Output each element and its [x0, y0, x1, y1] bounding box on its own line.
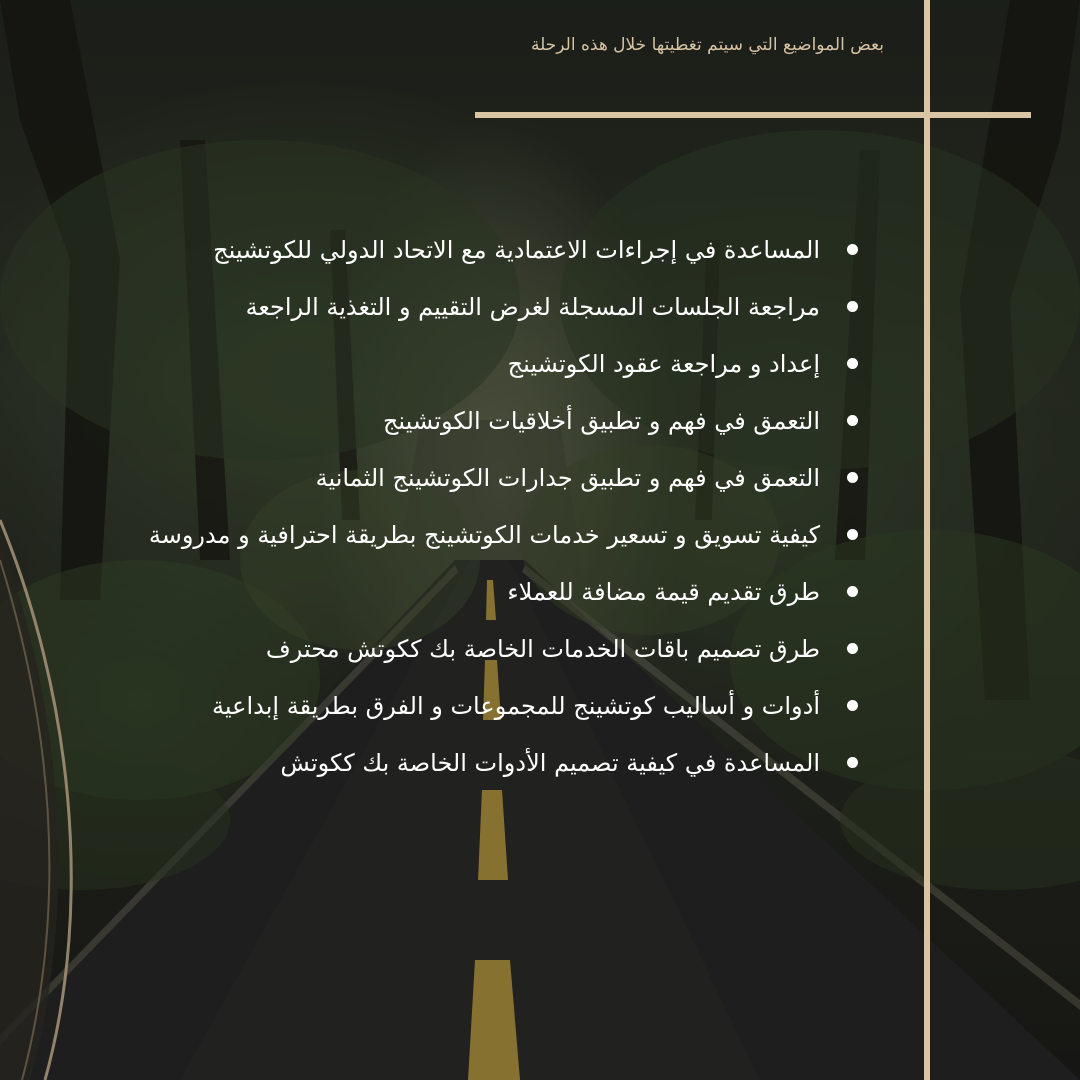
bullet-dot-icon	[847, 358, 858, 369]
topics-list	[38, 222, 866, 792]
bullet-dot-icon	[847, 643, 858, 654]
list-item	[38, 450, 866, 507]
topic-text: طرق تصميم باقات الخدمات الخاصة بك ككوتش محترف	[265, 635, 820, 663]
header-title: بعض المواضيع التي سيتم تغطيتها خلال هذه الرحلة	[531, 35, 884, 55]
bullet-dot-icon	[847, 472, 858, 483]
bullet-dot-icon	[847, 757, 858, 768]
list-item	[38, 393, 866, 450]
bullet-dot-icon	[847, 244, 858, 255]
bullet-dot-icon	[847, 700, 858, 711]
bullet-dot-icon	[847, 586, 858, 597]
list-item	[38, 678, 866, 735]
list-item	[38, 564, 866, 621]
bullet-dot-icon	[847, 529, 858, 540]
topic-text: طرق تقديم قيمة مضافة للعملاء	[507, 578, 820, 606]
list-item	[38, 222, 866, 279]
list-item	[38, 735, 866, 792]
topic-text: التعمق في فهم و تطبيق أخلاقيات الكوتشينج	[382, 407, 820, 435]
bullet-dot-icon	[847, 301, 858, 312]
list-item	[38, 336, 866, 393]
bullet-dot-icon	[847, 415, 858, 426]
vertical-divider	[924, 0, 930, 1080]
topic-text: إعداد و مراجعة عقود الكوتشينج	[507, 350, 820, 378]
topic-text: التعمق في فهم و تطبيق جدارات الكوتشينج الثمانية	[315, 464, 820, 492]
topic-text: المساعدة في إجراءات الاعتمادية مع الاتحاد الدولي للكوتشينج	[213, 236, 820, 264]
topic-text: المساعدة في كيفية تصميم الأدوات الخاصة بك ككوتش	[280, 749, 820, 777]
topic-text: أدوات و أساليب كوتشينج للمجموعات و الفرق بطريقة إبداعية	[212, 692, 820, 720]
topic-text: مراجعة الجلسات المسجلة لغرض التقييم و التغذية الراجعة	[245, 293, 820, 321]
horizontal-divider	[475, 112, 1031, 118]
list-item	[38, 621, 866, 678]
list-item	[38, 507, 866, 564]
list-item	[38, 279, 866, 336]
topic-text: كيفية تسويق و تسعير خدمات الكوتشينج بطريقة احترافية و مدروسة	[148, 521, 820, 549]
